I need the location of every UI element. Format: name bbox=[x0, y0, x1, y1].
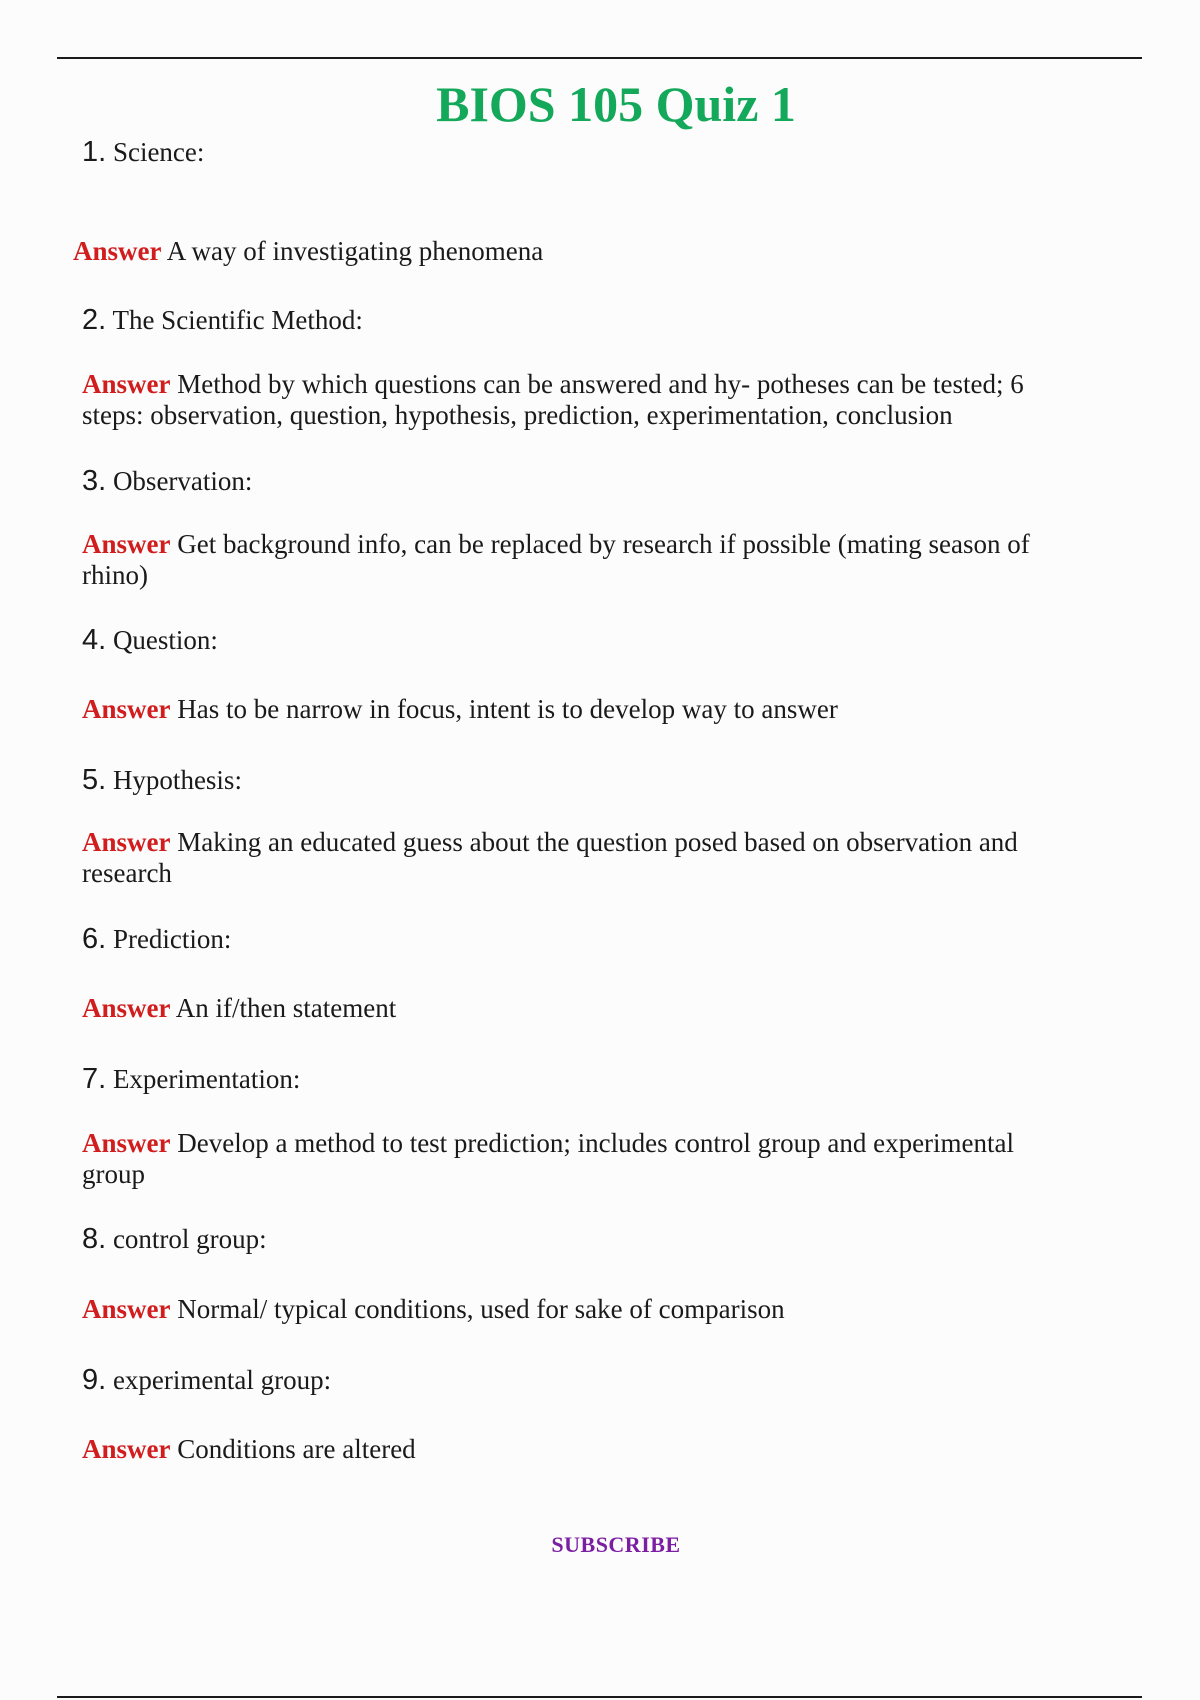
answer-text: Get background info, can be replaced by research if possible (mating season of rhino) bbox=[82, 529, 1030, 590]
answer-text: Develop a method to test prediction; includes control group and experimental group bbox=[82, 1128, 1015, 1189]
answer-text: Conditions are altered bbox=[177, 1434, 416, 1464]
answer-9 bbox=[82, 1434, 1072, 1465]
answer-text: Normal/ typical conditions, used for sake of comparison bbox=[177, 1294, 785, 1324]
answer-label: Answer bbox=[82, 529, 171, 559]
question-7 bbox=[82, 1062, 1072, 1096]
question-number: 2. bbox=[82, 304, 107, 336]
question-5 bbox=[82, 763, 1072, 797]
question-number: 5. bbox=[82, 764, 107, 796]
answer-label: Answer bbox=[82, 827, 171, 857]
question-prompt: Prediction: bbox=[112, 924, 232, 954]
answer-label: Answer bbox=[82, 1128, 171, 1158]
question-prompt: experimental group: bbox=[112, 1365, 332, 1395]
answer-text: An if/then statement bbox=[175, 993, 397, 1023]
question-number: 4. bbox=[82, 624, 107, 656]
question-prompt: Science: bbox=[112, 137, 205, 167]
answer-text: Has to be narrow in focus, intent is to develop way to answer bbox=[177, 694, 838, 724]
answer-label: Answer bbox=[82, 993, 171, 1023]
answer-label: Answer bbox=[82, 1294, 171, 1324]
question-3 bbox=[82, 464, 1072, 498]
answer-label: Answer bbox=[82, 369, 171, 399]
question-number: 7. bbox=[82, 1063, 107, 1095]
answer-label: Answer bbox=[82, 1434, 171, 1464]
answer-3 bbox=[82, 529, 1072, 591]
question-prompt: The Scientific Method: bbox=[112, 305, 363, 335]
answer-text: Method by which questions can be answered and hy- potheses can be tested; 6 steps: observation, question, hypothesis, prediction, experimentation, conclusion bbox=[82, 369, 1024, 430]
question-1 bbox=[82, 135, 1072, 169]
question-9 bbox=[82, 1363, 1072, 1397]
page-title: BIOS 105 Quiz 1 bbox=[436, 76, 796, 132]
question-prompt: Hypothesis: bbox=[112, 765, 242, 795]
answer-2 bbox=[82, 369, 1072, 431]
question-4 bbox=[82, 623, 1072, 657]
question-number: 1. bbox=[82, 136, 107, 168]
question-2 bbox=[82, 303, 1072, 337]
answer-6 bbox=[82, 993, 1072, 1024]
question-prompt: control group: bbox=[112, 1224, 267, 1254]
answer-4 bbox=[82, 694, 1072, 725]
question-number: 8. bbox=[82, 1223, 107, 1255]
subscribe-link[interactable]: SUBSCRIBE bbox=[551, 1532, 681, 1557]
bottom-divider bbox=[57, 1696, 1142, 1698]
top-divider bbox=[57, 57, 1142, 59]
question-8 bbox=[82, 1222, 1072, 1256]
question-prompt: Question: bbox=[112, 625, 218, 655]
answer-text: Making an educated guess about the question posed based on observation and research bbox=[82, 827, 1018, 888]
answer-7 bbox=[82, 1128, 1072, 1190]
question-number: 9. bbox=[82, 1364, 107, 1396]
answer-text: A way of investigating phenomena bbox=[166, 236, 544, 266]
question-prompt: Experimentation: bbox=[112, 1064, 301, 1094]
question-number: 3. bbox=[82, 465, 107, 497]
answer-label: Answer bbox=[82, 694, 171, 724]
question-number: 6. bbox=[82, 923, 107, 955]
question-prompt: Observation: bbox=[112, 466, 253, 496]
question-6 bbox=[82, 922, 1072, 956]
answer-1 bbox=[73, 236, 1063, 267]
answer-5 bbox=[82, 827, 1072, 889]
answer-label: Answer bbox=[73, 236, 162, 266]
answer-8 bbox=[82, 1294, 1072, 1325]
